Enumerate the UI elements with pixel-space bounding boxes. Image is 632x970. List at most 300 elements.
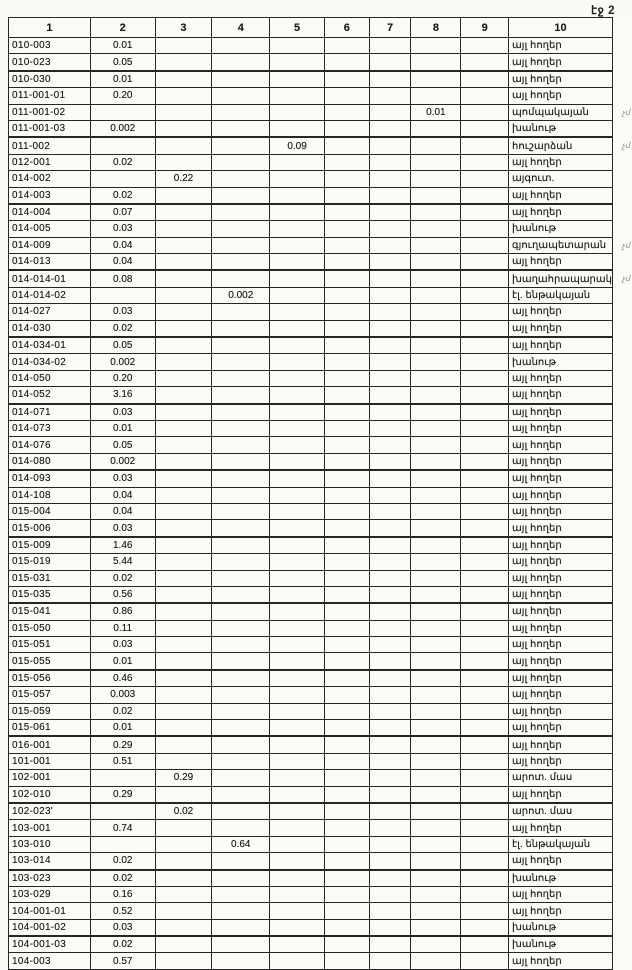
area-value-cell (369, 570, 411, 586)
margin-note (612, 387, 631, 404)
area-value-cell (270, 88, 325, 104)
area-value-cell (90, 287, 155, 303)
area-value-cell (212, 320, 270, 337)
area-value-cell (270, 803, 325, 820)
area-value-cell: 0.07 (90, 204, 155, 221)
area-value-cell (270, 470, 325, 487)
table-row (9, 803, 632, 820)
margin-note (612, 870, 631, 887)
area-value-cell (324, 137, 369, 154)
area-value-cell (270, 670, 325, 687)
area-value-cell (212, 770, 270, 786)
area-value-cell (461, 653, 509, 670)
area-value-cell (155, 586, 212, 603)
area-value-cell (369, 470, 411, 487)
land-use-label: այլ հողեր (509, 304, 613, 320)
margin-note (612, 770, 631, 786)
area-value-cell (270, 270, 325, 287)
area-value-cell (155, 853, 212, 870)
area-value-cell (461, 736, 509, 753)
area-value-cell (461, 503, 509, 519)
area-value-cell (212, 736, 270, 753)
area-value-cell (369, 221, 411, 237)
area-value-cell (411, 187, 461, 204)
table-row (9, 786, 632, 803)
table-row (9, 71, 632, 88)
area-value-cell: 0.01 (90, 420, 155, 436)
area-value-cell (411, 886, 461, 902)
area-value-cell (324, 171, 369, 187)
area-value-cell (270, 936, 325, 953)
margin-note (612, 919, 631, 936)
area-value-cell (461, 770, 509, 786)
area-value-cell (411, 554, 461, 570)
area-value-cell (155, 870, 212, 887)
area-value-cell (369, 104, 411, 120)
area-value-cell: 0.29 (90, 786, 155, 803)
area-value-cell (270, 354, 325, 370)
area-value-cell (411, 171, 461, 187)
table-row (9, 270, 632, 287)
land-use-label: խանութ (509, 120, 613, 137)
area-value-cell (212, 54, 270, 71)
area-value-cell (461, 320, 509, 337)
area-value-cell: 0.20 (90, 370, 155, 386)
area-value-cell (411, 653, 461, 670)
area-value-cell (369, 620, 411, 636)
parcel-code: 014-002 (9, 171, 91, 187)
table-row (9, 919, 632, 936)
area-value-cell: 5.44 (90, 554, 155, 570)
area-value-cell (270, 54, 325, 71)
area-value-cell (324, 204, 369, 221)
area-value-cell: 0.56 (90, 586, 155, 603)
parcel-code: 014-093 (9, 470, 91, 487)
land-use-label: այլ հողեր (509, 503, 613, 519)
area-value-cell (411, 786, 461, 803)
margin-note (612, 687, 631, 703)
margin-note (612, 720, 631, 737)
area-value-cell (324, 703, 369, 719)
area-value-cell (324, 270, 369, 287)
area-value-cell (411, 537, 461, 554)
area-value-cell (155, 137, 212, 154)
area-value-cell: 0.09 (270, 137, 325, 154)
parcel-code: 015-057 (9, 687, 91, 703)
land-use-label: պոմպակայան (509, 104, 613, 120)
land-use-label: այլ հողեր (509, 254, 613, 271)
area-value-cell (270, 886, 325, 902)
area-value-cell (324, 487, 369, 503)
area-value-cell (270, 753, 325, 769)
parcel-code: 015-055 (9, 653, 91, 670)
area-value-cell (155, 554, 212, 570)
parcel-code: 103-029 (9, 886, 91, 902)
area-value-cell (324, 154, 369, 170)
land-use-label: արոտ. մաս (509, 770, 613, 786)
parcel-code: 101-001 (9, 753, 91, 769)
area-value-cell (270, 171, 325, 187)
area-value-cell (324, 221, 369, 237)
margin-note (612, 786, 631, 803)
area-value-cell: 0.52 (90, 903, 155, 919)
land-use-label: այլ հողեր (509, 620, 613, 636)
area-value-cell (369, 320, 411, 337)
area-value-cell (461, 554, 509, 570)
area-value-cell (155, 370, 212, 386)
area-value-cell (324, 870, 369, 887)
area-value-cell (369, 437, 411, 453)
land-use-label: արոտ. մաս (509, 803, 613, 820)
area-value-cell (90, 171, 155, 187)
margin-note (612, 753, 631, 769)
area-value-cell (212, 304, 270, 320)
area-value-cell (90, 137, 155, 154)
margin-note (612, 71, 631, 88)
area-value-cell: 0.04 (90, 254, 155, 271)
area-value-cell (411, 836, 461, 852)
area-value-cell (369, 537, 411, 554)
margin-note (612, 470, 631, 487)
area-value-cell (270, 903, 325, 919)
margin-note (612, 637, 631, 653)
area-value-cell (324, 404, 369, 421)
margin-note (612, 320, 631, 337)
margin-note (612, 254, 631, 271)
area-value-cell (411, 370, 461, 386)
land-use-label: այլ հողեր (509, 387, 613, 404)
land-use-label: էլ. ենթակայան (509, 287, 613, 303)
area-value-cell (270, 786, 325, 803)
area-value-cell (90, 770, 155, 786)
area-value-cell (411, 903, 461, 919)
parcel-code: 103-023 (9, 870, 91, 887)
margin-note (612, 537, 631, 554)
area-value-cell (155, 836, 212, 852)
area-value-cell: 0.86 (90, 603, 155, 620)
area-value-cell (324, 354, 369, 370)
margin-note: չմ (621, 240, 630, 250)
area-value-cell (411, 453, 461, 470)
margin-note (612, 453, 631, 470)
parcel-code: 104-001-03 (9, 936, 91, 953)
area-value-cell (461, 254, 509, 271)
margin-note (612, 304, 631, 320)
area-value-cell: 1.46 (90, 537, 155, 554)
area-value-cell (369, 870, 411, 887)
table-row (9, 503, 632, 519)
margin-note (612, 88, 631, 104)
land-use-label: այլ հողեր (509, 736, 613, 753)
area-value-cell (270, 387, 325, 404)
area-value-cell (212, 936, 270, 953)
area-value-cell (411, 38, 461, 54)
area-value-cell (369, 903, 411, 919)
area-value-cell: 0.02 (90, 853, 155, 870)
table-row (9, 570, 632, 586)
area-value-cell (155, 820, 212, 836)
area-value-cell (369, 270, 411, 287)
land-use-label: այլ հողեր (509, 320, 613, 337)
area-value-cell (461, 354, 509, 370)
area-value-cell (461, 137, 509, 154)
table-row (9, 254, 632, 271)
area-value-cell (212, 903, 270, 919)
area-value-cell (411, 387, 461, 404)
area-value-cell (369, 554, 411, 570)
area-value-cell (212, 637, 270, 653)
land-use-label: այլ հողեր (509, 71, 613, 88)
area-value-cell (461, 820, 509, 836)
area-value-cell (324, 387, 369, 404)
margin-note (612, 187, 631, 204)
area-value-cell (411, 637, 461, 653)
area-value-cell: 0.002 (90, 453, 155, 470)
area-value-cell (90, 836, 155, 852)
area-value-cell (369, 71, 411, 88)
parcel-code: 014-076 (9, 437, 91, 453)
land-use-label: այլ հողեր (509, 653, 613, 670)
area-value-cell: 0.05 (90, 437, 155, 453)
area-value-cell (411, 820, 461, 836)
margin-note (612, 38, 631, 54)
area-value-cell (411, 404, 461, 421)
area-value-cell: 0.01 (90, 38, 155, 54)
area-value-cell (369, 387, 411, 404)
parcel-code: 011-002 (9, 137, 91, 154)
area-value-cell (461, 104, 509, 120)
area-value-cell (411, 120, 461, 137)
table-row (9, 221, 632, 237)
area-value-cell (411, 71, 461, 88)
area-value-cell (324, 237, 369, 253)
area-value-cell: 0.46 (90, 670, 155, 687)
table-row (9, 354, 632, 370)
area-value-cell (212, 554, 270, 570)
area-value-cell (324, 38, 369, 54)
table-row (9, 487, 632, 503)
area-value-cell (411, 936, 461, 953)
margin-note (612, 670, 631, 687)
area-value-cell (212, 953, 270, 969)
margin-column-spacer (612, 18, 631, 38)
table-row (9, 753, 632, 769)
area-value-cell (411, 803, 461, 820)
area-value-cell (155, 903, 212, 919)
area-value-cell (212, 803, 270, 820)
land-use-label: այլ հողեր (509, 586, 613, 603)
land-use-label: խաղահրապարակ (509, 270, 613, 287)
area-value-cell (461, 586, 509, 603)
area-value-cell (155, 104, 212, 120)
area-value-cell (155, 953, 212, 969)
table-row (9, 537, 632, 554)
area-value-cell (155, 237, 212, 253)
parcel-code: 014-073 (9, 420, 91, 436)
area-value-cell (324, 503, 369, 519)
land-use-label: այլ հողեր (509, 570, 613, 586)
parcel-code: 015-006 (9, 520, 91, 537)
area-value-cell (324, 554, 369, 570)
land-use-label: այլ հողեր (509, 38, 613, 54)
table-row (9, 554, 632, 570)
margin-note (612, 520, 631, 537)
area-value-cell (155, 703, 212, 719)
area-value-cell: 0.08 (90, 270, 155, 287)
table-row (9, 404, 632, 421)
area-value-cell (461, 637, 509, 653)
area-value-cell (324, 953, 369, 969)
area-value-cell (324, 936, 369, 953)
area-value-cell (212, 853, 270, 870)
parcel-code: 103-001 (9, 820, 91, 836)
land-use-label: այլ հողեր (509, 404, 613, 421)
area-value-cell (411, 720, 461, 737)
margin-note (612, 337, 631, 354)
area-value-cell (212, 820, 270, 836)
area-value-cell (155, 437, 212, 453)
area-value-cell: 0.01 (90, 71, 155, 88)
table-row (9, 453, 632, 470)
table-row (9, 237, 632, 253)
parcel-code: 011-001-01 (9, 88, 91, 104)
area-value-cell: 0.003 (90, 687, 155, 703)
margin-note (612, 586, 631, 603)
area-value-cell: 0.03 (90, 304, 155, 320)
table-row (9, 304, 632, 320)
area-value-cell (369, 687, 411, 703)
area-value-cell: 0.02 (90, 570, 155, 586)
area-value-cell (324, 786, 369, 803)
area-value-cell (369, 603, 411, 620)
margin-note (612, 903, 631, 919)
area-value-cell (411, 154, 461, 170)
table-row (9, 38, 632, 54)
area-value-cell (270, 154, 325, 170)
area-value-cell (411, 753, 461, 769)
table-header (9, 18, 632, 38)
parcel-code: 014-013 (9, 254, 91, 271)
area-value-cell (411, 204, 461, 221)
area-value-cell (212, 653, 270, 670)
area-value-cell (155, 420, 212, 436)
area-value-cell: 0.01 (90, 720, 155, 737)
area-value-cell (411, 88, 461, 104)
area-value-cell (411, 770, 461, 786)
area-value-cell (461, 803, 509, 820)
area-value-cell (461, 420, 509, 436)
area-value-cell (212, 886, 270, 902)
area-value-cell (212, 171, 270, 187)
area-value-cell (369, 287, 411, 303)
margin-note (612, 420, 631, 436)
parcel-code: 012-001 (9, 154, 91, 170)
land-use-label: այլ հողեր (509, 786, 613, 803)
area-value-cell (369, 586, 411, 603)
area-value-cell (324, 903, 369, 919)
table-row (9, 886, 632, 902)
margin-note (612, 503, 631, 519)
area-value-cell (324, 104, 369, 120)
margin-note (612, 620, 631, 636)
area-value-cell: 0.04 (90, 503, 155, 519)
area-value-cell (270, 836, 325, 852)
table-row (9, 670, 632, 687)
area-value-cell (461, 620, 509, 636)
area-value-cell (212, 387, 270, 404)
table-row (9, 120, 632, 137)
area-value-cell (212, 38, 270, 54)
area-value-cell (155, 687, 212, 703)
area-value-cell (270, 736, 325, 753)
area-value-cell (461, 270, 509, 287)
area-value-cell (411, 503, 461, 519)
area-value-cell (90, 803, 155, 820)
area-value-cell (324, 836, 369, 852)
area-value-cell (324, 637, 369, 653)
area-value-cell (411, 237, 461, 253)
area-value-cell (411, 586, 461, 603)
parcel-code: 014-071 (9, 404, 91, 421)
area-value-cell (369, 753, 411, 769)
parcel-code: 104-001-02 (9, 919, 91, 936)
margin-note (612, 154, 631, 170)
area-value-cell (212, 187, 270, 204)
area-value-cell (270, 237, 325, 253)
land-use-label: խանութ (509, 919, 613, 936)
area-value-cell (212, 453, 270, 470)
land-use-label: այլ հողեր (509, 337, 613, 354)
parcel-code: 010-023 (9, 54, 91, 71)
area-value-cell (155, 919, 212, 936)
parcel-code: 014-004 (9, 204, 91, 221)
area-value-cell (270, 487, 325, 503)
parcel-code: 103-014 (9, 853, 91, 870)
margin-note (612, 703, 631, 719)
area-value-cell: 0.002 (90, 120, 155, 137)
area-value-cell (324, 420, 369, 436)
table-row (9, 936, 632, 953)
area-value-cell (324, 653, 369, 670)
area-value-cell (411, 420, 461, 436)
area-value-cell (411, 221, 461, 237)
area-value-cell (461, 936, 509, 953)
parcel-code: 102-001 (9, 770, 91, 786)
margin-note (612, 886, 631, 902)
area-value-cell (369, 420, 411, 436)
area-value-cell (324, 720, 369, 737)
area-value-cell (212, 620, 270, 636)
area-value-cell: 0.11 (90, 620, 155, 636)
area-value-cell (411, 437, 461, 453)
land-use-label: էլ. ենթակայան (509, 836, 613, 852)
margin-note (612, 437, 631, 453)
margin-note (612, 221, 631, 237)
area-value-cell (369, 137, 411, 154)
land-use-label: այլ հողեր (509, 537, 613, 554)
area-value-cell (155, 487, 212, 503)
area-value-cell: 0.29 (90, 736, 155, 753)
table-row (9, 104, 632, 120)
land-use-label: այլ հողեր (509, 487, 613, 503)
area-value-cell (369, 304, 411, 320)
area-value-cell (411, 304, 461, 320)
area-value-cell (212, 270, 270, 287)
area-value-cell (461, 287, 509, 303)
area-value-cell: 0.05 (90, 54, 155, 71)
area-value-cell (369, 187, 411, 204)
margin-note (612, 836, 631, 852)
